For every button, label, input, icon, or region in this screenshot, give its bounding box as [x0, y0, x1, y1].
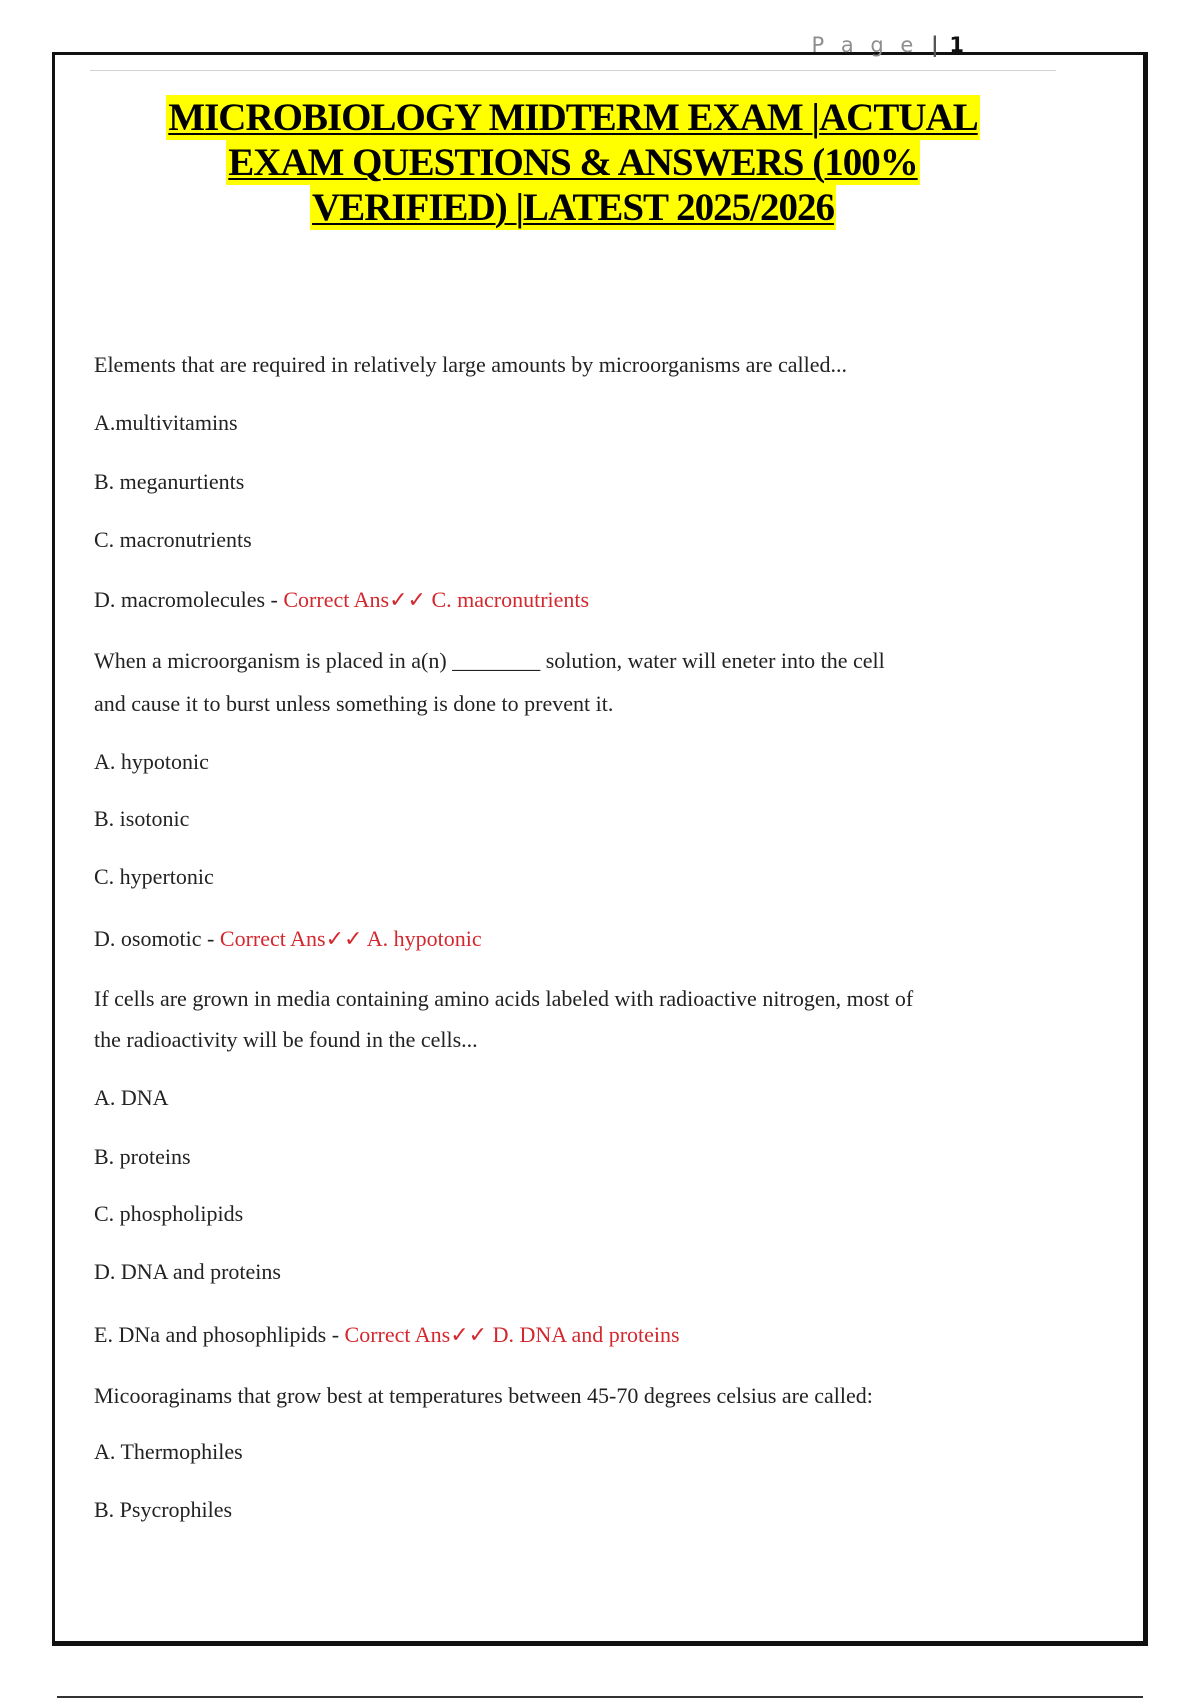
question-stem: If cells are grown in media containing amino acids labeled with radioactive nitrogen, most of	[94, 986, 914, 1011]
question-stem: and cause it to burst unless something is done to prevent it.	[94, 691, 614, 716]
answer-option-with-key	[94, 587, 589, 613]
page-word: P a g e	[811, 33, 919, 57]
document-title	[90, 95, 1056, 230]
question-stem: When a microorganism is placed in a(n) ________ solution, water will eneter into the cell	[94, 648, 885, 673]
question-stem: the radioactivity will be found in the cells...	[94, 1027, 478, 1052]
bottom-rule	[57, 1696, 1143, 1698]
page-header	[90, 20, 1056, 71]
title-line: VERIFIED) |LATEST 2025/2026	[312, 186, 834, 229]
answer-option: B. proteins	[94, 1144, 191, 1169]
title-line: EXAM QUESTIONS & ANSWERS (100%	[228, 141, 918, 184]
answer-option: C. hypertonic	[94, 864, 214, 889]
title-line: MICROBIOLOGY MIDTERM EXAM |ACTUAL	[168, 96, 978, 139]
answer-option: A. DNA	[94, 1085, 169, 1110]
answer-option: B. meganurtients	[94, 469, 245, 494]
answer-option: A. Thermophiles	[94, 1439, 243, 1464]
answer-option: D. macromolecules -	[94, 587, 284, 612]
page-number: 1	[949, 33, 964, 57]
page-separator: |	[931, 33, 939, 57]
answer-option-with-key	[94, 1322, 680, 1348]
correct-answer: Correct Ans✓✓ D. DNA and proteins	[344, 1322, 680, 1347]
answer-option: A.multivitamins	[94, 410, 238, 435]
answer-option: D. osomotic -	[94, 926, 220, 951]
answer-option: B. Psycrophiles	[94, 1497, 233, 1522]
page-number-label	[812, 33, 964, 57]
answer-option: C. macronutrients	[94, 527, 252, 552]
answer-option: C. phospholipids	[94, 1201, 244, 1226]
answer-option: A. hypotonic	[94, 749, 209, 774]
answer-option: E. DNa and phosophlipids -	[94, 1322, 345, 1347]
correct-answer: Correct Ans✓✓ A. hypotonic	[219, 926, 482, 951]
question-stem: Micooraginams that grow best at temperatures between 45-70 degrees celsius are called:	[94, 1383, 873, 1408]
answer-option-with-key	[94, 926, 482, 952]
question-stem: Elements that are required in relatively large amounts by microorganisms are called...	[94, 352, 848, 377]
correct-answer: Correct Ans✓✓ C. macronutrients	[283, 587, 590, 612]
answer-option: B. isotonic	[94, 806, 190, 831]
answer-option: D. DNA and proteins	[94, 1259, 281, 1284]
